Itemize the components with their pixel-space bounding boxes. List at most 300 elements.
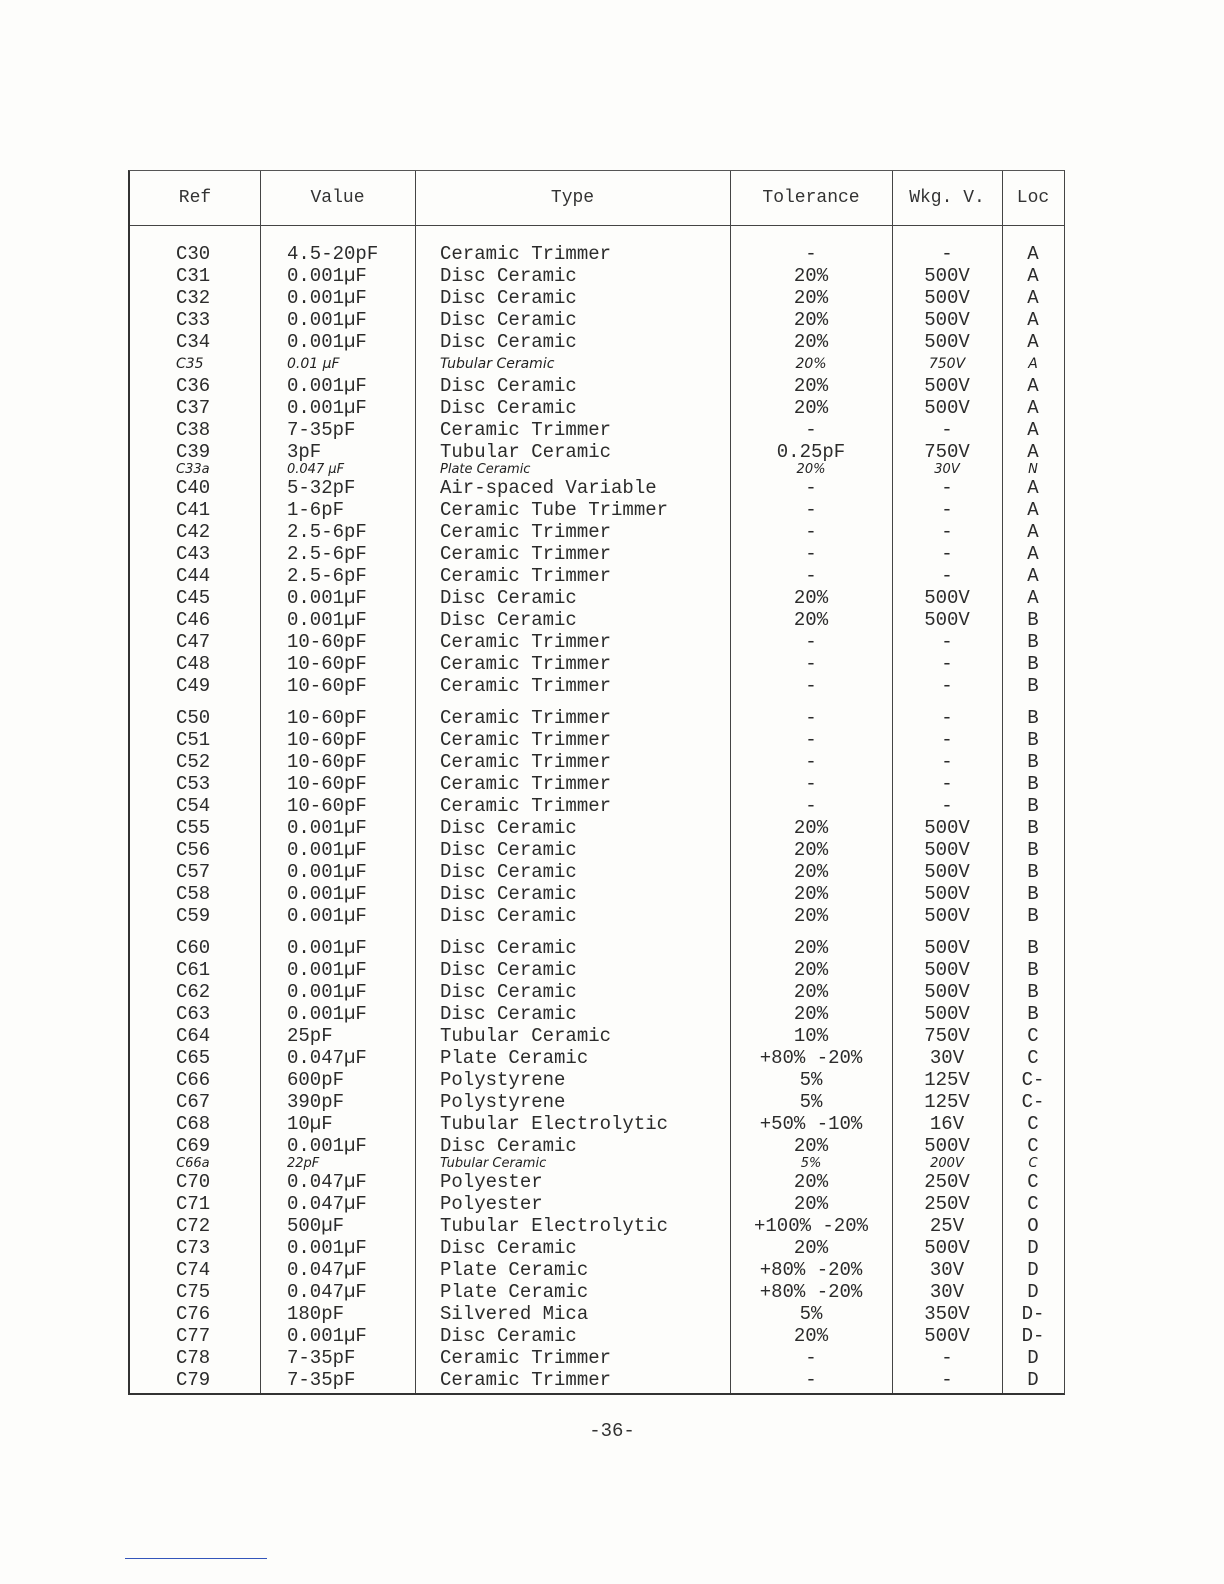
table-row	[130, 419, 1064, 441]
cell-type: Disc Ceramic	[440, 959, 577, 981]
table-row	[130, 1025, 1064, 1047]
cell-value: 0.001µF	[287, 959, 367, 981]
cell-ref: C49	[176, 675, 211, 697]
cell-tol: 20%	[793, 397, 829, 419]
cell-loc: C	[1027, 1135, 1039, 1157]
cell-loc: B	[1027, 631, 1039, 653]
cell-type: Ceramic Trimmer	[440, 543, 612, 565]
cell-ref: C30	[176, 243, 211, 265]
cell-ref: C48	[176, 653, 211, 675]
cell-wkg: 500V	[924, 397, 970, 419]
cell-loc: D	[1027, 1281, 1039, 1303]
table-row	[130, 331, 1064, 353]
table-row	[130, 981, 1064, 1003]
cell-tol: -	[805, 653, 817, 675]
cell-ref: C35	[176, 356, 204, 372]
cell-ref: C34	[176, 331, 211, 353]
header-ref: Ref	[178, 188, 212, 208]
cell-wkg: 500V	[924, 839, 970, 861]
cell-wkg: 250V	[924, 1193, 970, 1215]
cell-wkg: 30V	[934, 462, 960, 477]
table-row	[130, 729, 1064, 751]
cell-type: Disc Ceramic	[440, 1135, 577, 1157]
cell-value: 390pF	[287, 1091, 345, 1113]
cell-tol: 20%	[793, 817, 829, 839]
cell-value: 0.001µF	[287, 1135, 367, 1157]
table-row	[130, 1091, 1064, 1113]
cell-wkg: 500V	[924, 1237, 970, 1259]
cell-value: 2.5-6pF	[287, 565, 367, 587]
cell-wkg: -	[941, 729, 953, 751]
cell-tol: +80% -20%	[759, 1047, 863, 1069]
cell-loc: B	[1027, 861, 1039, 883]
cell-type: Tubular Ceramic	[440, 1025, 612, 1047]
cell-tol: 20%	[793, 375, 829, 397]
footnote-rule	[125, 1558, 267, 1559]
cell-tol: 5%	[799, 1069, 823, 1091]
cell-ref: C67	[176, 1091, 211, 1113]
cell-ref: C73	[176, 1237, 211, 1259]
cell-loc: D	[1027, 1237, 1039, 1259]
cell-value: 10µF	[287, 1113, 333, 1135]
cell-type: Ceramic Trimmer	[440, 653, 612, 675]
cell-wkg: 16V	[929, 1113, 965, 1135]
header-value: Value	[310, 188, 365, 208]
cell-tol: 5%	[800, 1156, 822, 1171]
cell-loc: B	[1027, 905, 1039, 927]
cell-tol: +50% -10%	[759, 1113, 863, 1135]
cell-value: 0.001µF	[287, 981, 367, 1003]
cell-type: Ceramic Trimmer	[440, 795, 612, 817]
cell-tol: 5%	[799, 1091, 823, 1113]
cell-loc: A	[1027, 499, 1039, 521]
cell-wkg: 500V	[924, 309, 970, 331]
cell-value: 2.5-6pF	[287, 543, 367, 565]
cell-loc: B	[1027, 751, 1039, 773]
cell-tol: 20%	[793, 905, 829, 927]
cell-tol: 20%	[793, 1171, 829, 1193]
cell-value: 0.001µF	[287, 309, 367, 331]
cell-wkg: 500V	[924, 905, 970, 927]
cell-ref: C56	[176, 839, 211, 861]
cell-wkg: 125V	[924, 1069, 970, 1091]
cell-loc: A	[1027, 331, 1039, 353]
cell-ref: C37	[176, 397, 211, 419]
cell-ref: C41	[176, 499, 211, 521]
cell-type: Disc Ceramic	[440, 1003, 577, 1025]
cell-ref: C64	[176, 1025, 211, 1047]
cell-loc: B	[1027, 1003, 1039, 1025]
cell-ref: C40	[176, 477, 211, 499]
cell-value: 0.047µF	[287, 1281, 367, 1303]
cell-loc: A	[1027, 521, 1039, 543]
cell-wkg: 500V	[924, 1325, 970, 1347]
cell-wkg: -	[941, 419, 953, 441]
cell-wkg: -	[941, 751, 953, 773]
cell-ref: C36	[176, 375, 211, 397]
table-row	[130, 309, 1064, 331]
cell-loc: A	[1027, 265, 1039, 287]
cell-wkg: -	[941, 675, 953, 697]
cell-tol: 20%	[793, 331, 829, 353]
cell-tol: 20%	[793, 287, 829, 309]
cell-ref: C51	[176, 729, 211, 751]
cell-value: 500µF	[287, 1215, 345, 1237]
cell-value: 0.001µF	[287, 839, 367, 861]
cell-ref: C70	[176, 1171, 211, 1193]
table-row	[130, 1069, 1064, 1091]
cell-value: 0.001µF	[287, 861, 367, 883]
table-row	[130, 839, 1064, 861]
cell-type: Ceramic Trimmer	[440, 707, 612, 729]
table-row	[130, 1237, 1064, 1259]
table-row	[130, 609, 1064, 631]
cell-wkg: 125V	[924, 1091, 970, 1113]
table-row	[130, 773, 1064, 795]
cell-tol: -	[805, 751, 817, 773]
cell-ref: C59	[176, 905, 211, 927]
table-row	[130, 707, 1064, 729]
cell-tol: +100% -20%	[753, 1215, 869, 1237]
cell-wkg: -	[941, 795, 953, 817]
cell-type: Ceramic Trimmer	[440, 751, 612, 773]
cell-wkg: -	[941, 773, 953, 795]
cell-value: 10-60pF	[287, 707, 367, 729]
cell-wkg: -	[941, 543, 953, 565]
table-row	[130, 959, 1064, 981]
cell-loc: D	[1027, 1369, 1039, 1391]
cell-loc: B	[1027, 937, 1039, 959]
table-row	[130, 795, 1064, 817]
cell-type: Polystyrene	[440, 1091, 566, 1113]
table-row	[130, 883, 1064, 905]
cell-ref: C46	[176, 609, 211, 631]
cell-value: 0.001µF	[287, 1237, 367, 1259]
cell-loc: C	[1027, 1025, 1039, 1047]
cell-wkg: 500V	[924, 265, 970, 287]
cell-tol: 20%	[793, 1135, 829, 1157]
table-row	[130, 543, 1064, 565]
cell-tol: -	[805, 675, 817, 697]
cell-wkg: -	[941, 707, 953, 729]
cell-ref: C57	[176, 861, 211, 883]
cell-tol: 20%	[793, 959, 829, 981]
cell-type: Tubular Electrolytic	[440, 1113, 669, 1135]
cell-wkg: 500V	[924, 959, 970, 981]
cell-value: 25pF	[287, 1025, 333, 1047]
cell-loc: A	[1027, 243, 1039, 265]
cell-ref: C61	[176, 959, 211, 981]
cell-value: 0.001µF	[287, 397, 367, 419]
cell-type: Tubular Ceramic	[440, 441, 612, 463]
cell-value: 600pF	[287, 1069, 345, 1091]
cell-tol: -	[805, 631, 817, 653]
cell-loc: A	[1027, 419, 1039, 441]
table-row	[130, 1047, 1064, 1069]
cell-value: 0.001µF	[287, 1325, 367, 1347]
table-row	[130, 1193, 1064, 1215]
cell-tol: -	[805, 565, 817, 587]
cell-wkg: 30V	[929, 1047, 965, 1069]
cell-tol: 20%	[796, 462, 826, 477]
cell-tol: 0.25pF	[776, 441, 846, 463]
header-wkg: Wkg. V.	[909, 188, 985, 208]
cell-wkg: 500V	[924, 861, 970, 883]
page-number: -36-	[589, 1420, 635, 1442]
cell-wkg: -	[941, 631, 953, 653]
cell-loc: C	[1027, 1113, 1039, 1135]
cell-ref: C53	[176, 773, 211, 795]
cell-wkg: 200V	[930, 1156, 964, 1171]
cell-value: 0.001µF	[287, 587, 367, 609]
cell-loc: A	[1027, 375, 1039, 397]
cell-value: 3pF	[287, 441, 322, 463]
cell-loc: D	[1027, 1259, 1039, 1281]
cell-value: 0.001µF	[287, 265, 367, 287]
table-row	[130, 1369, 1064, 1391]
table-row	[130, 1303, 1064, 1325]
cell-tol: -	[805, 773, 817, 795]
table-row	[130, 441, 1064, 463]
cell-type: Ceramic Trimmer	[440, 773, 612, 795]
cell-value: 0.01 µF	[287, 356, 340, 372]
cell-wkg: 500V	[924, 609, 970, 631]
table-row	[130, 243, 1064, 265]
cell-type: Plate Ceramic	[440, 1047, 589, 1069]
cell-type: Disc Ceramic	[440, 839, 577, 861]
cell-type: Ceramic Trimmer	[440, 1347, 612, 1369]
cell-loc: A	[1027, 477, 1039, 499]
cell-loc: B	[1027, 729, 1039, 751]
cell-loc: A	[1027, 543, 1039, 565]
cell-wkg: 500V	[924, 331, 970, 353]
cell-loc: A	[1027, 565, 1039, 587]
cell-type: Ceramic Trimmer	[440, 1369, 612, 1391]
table-row	[130, 287, 1064, 309]
cell-value: 7-35pF	[287, 1347, 356, 1369]
cell-ref: C66a	[176, 1156, 210, 1171]
table-row	[130, 817, 1064, 839]
cell-ref: C44	[176, 565, 211, 587]
cell-ref: C50	[176, 707, 211, 729]
cell-type: Disc Ceramic	[440, 375, 577, 397]
cell-tol: 5%	[799, 1303, 823, 1325]
table-row	[130, 937, 1064, 959]
cell-ref: C76	[176, 1303, 211, 1325]
cell-tol: 20%	[793, 937, 829, 959]
cell-ref: C78	[176, 1347, 211, 1369]
cell-value: 0.047µF	[287, 1171, 367, 1193]
cell-loc: A	[1027, 397, 1039, 419]
cell-ref: C65	[176, 1047, 211, 1069]
cell-tol: 20%	[795, 356, 827, 372]
cell-loc: B	[1027, 609, 1039, 631]
cell-loc: N	[1028, 462, 1038, 477]
cell-loc: C	[1027, 1193, 1039, 1215]
cell-type: Air-spaced Variable	[440, 477, 657, 499]
cell-wkg: 30V	[929, 1259, 965, 1281]
cell-type: Disc Ceramic	[440, 937, 577, 959]
cell-tol: -	[805, 521, 817, 543]
cell-type: Disc Ceramic	[440, 817, 577, 839]
cell-type: Plate Ceramic	[440, 1259, 589, 1281]
cell-ref: C31	[176, 265, 211, 287]
cell-loc: C-	[1021, 1069, 1045, 1091]
cell-wkg: 500V	[924, 817, 970, 839]
cell-wkg: 750V	[924, 1025, 970, 1047]
cell-wkg: 500V	[924, 981, 970, 1003]
cell-tol: +80% -20%	[759, 1259, 863, 1281]
cell-wkg: -	[941, 1347, 953, 1369]
table-row	[130, 375, 1064, 397]
cell-value: 0.001µF	[287, 817, 367, 839]
cell-tol: -	[805, 243, 817, 265]
cell-tol: -	[805, 795, 817, 817]
cell-ref: C69	[176, 1135, 211, 1157]
table-row	[130, 587, 1064, 609]
cell-ref: C52	[176, 751, 211, 773]
cell-tol: 20%	[793, 1237, 829, 1259]
cell-value: 7-35pF	[287, 1369, 356, 1391]
cell-tol: 20%	[793, 1325, 829, 1347]
table-row	[130, 353, 1064, 375]
cell-tol: -	[805, 419, 817, 441]
cell-tol: -	[805, 729, 817, 751]
cell-wkg: -	[941, 499, 953, 521]
cell-wkg: 750V	[928, 356, 966, 372]
cell-wkg: 500V	[924, 883, 970, 905]
cell-ref: C42	[176, 521, 211, 543]
cell-type: Disc Ceramic	[440, 861, 577, 883]
cell-value: 7-35pF	[287, 419, 356, 441]
cell-ref: C54	[176, 795, 211, 817]
cell-type: Ceramic Trimmer	[440, 729, 612, 751]
table-row	[130, 1347, 1064, 1369]
cell-loc: B	[1027, 773, 1039, 795]
cell-ref: C75	[176, 1281, 211, 1303]
table-row	[130, 397, 1064, 419]
cell-value: 0.001µF	[287, 287, 367, 309]
cell-value: 180pF	[287, 1303, 345, 1325]
cell-loc: B	[1027, 653, 1039, 675]
cell-type: Ceramic Trimmer	[440, 675, 612, 697]
cell-value: 0.001µF	[287, 905, 367, 927]
cell-tol: 20%	[793, 587, 829, 609]
cell-ref: C66	[176, 1069, 211, 1091]
cell-loc: C	[1027, 1047, 1039, 1069]
cell-ref: C45	[176, 587, 211, 609]
cell-wkg: -	[941, 653, 953, 675]
cell-value: 10-60pF	[287, 631, 367, 653]
cell-loc: B	[1027, 981, 1039, 1003]
cell-type: Ceramic Tube Trimmer	[440, 499, 669, 521]
cell-type: Plate Ceramic	[440, 1281, 589, 1303]
cell-wkg: 350V	[924, 1303, 970, 1325]
cell-tol: 10%	[793, 1025, 829, 1047]
cell-loc: D-	[1021, 1325, 1045, 1347]
cell-ref: C68	[176, 1113, 211, 1135]
cell-wkg: -	[941, 243, 953, 265]
table-row	[130, 1325, 1064, 1347]
table-row	[130, 1259, 1064, 1281]
table-row	[130, 1003, 1064, 1025]
cell-loc: A	[1027, 287, 1039, 309]
cell-type: Disc Ceramic	[440, 587, 577, 609]
cell-type: Tubular Ceramic	[440, 1156, 547, 1171]
component-table	[128, 170, 1065, 1395]
table-row	[130, 265, 1064, 287]
cell-wkg: 500V	[924, 287, 970, 309]
cell-loc: C	[1028, 1156, 1038, 1171]
cell-type: Silvered Mica	[440, 1303, 589, 1325]
cell-loc: C-	[1021, 1091, 1045, 1113]
cell-tol: -	[805, 477, 817, 499]
cell-ref: C47	[176, 631, 211, 653]
cell-value: 0.047µF	[287, 1259, 367, 1281]
table-row	[130, 521, 1064, 543]
cell-type: Disc Ceramic	[440, 397, 577, 419]
table-row	[130, 905, 1064, 927]
cell-tol: +80% -20%	[759, 1281, 863, 1303]
cell-tol: 20%	[793, 981, 829, 1003]
cell-loc: B	[1027, 959, 1039, 981]
table-row	[130, 463, 1064, 477]
cell-wkg: -	[941, 1369, 953, 1391]
cell-wkg: 500V	[924, 1003, 970, 1025]
cell-value: 0.047 µF	[287, 462, 345, 477]
cell-tol: 20%	[793, 1003, 829, 1025]
cell-ref: C38	[176, 419, 211, 441]
table-row	[130, 861, 1064, 883]
cell-value: 10-60pF	[287, 751, 367, 773]
cell-tol: 20%	[793, 883, 829, 905]
cell-ref: C62	[176, 981, 211, 1003]
cell-value: 10-60pF	[287, 729, 367, 751]
cell-type: Disc Ceramic	[440, 1325, 577, 1347]
cell-value: 0.001µF	[287, 609, 367, 631]
cell-value: 0.001µF	[287, 375, 367, 397]
cell-tol: 20%	[793, 309, 829, 331]
cell-type: Polyester	[440, 1193, 543, 1215]
cell-ref: C55	[176, 817, 211, 839]
cell-ref: C39	[176, 441, 211, 463]
cell-value: 10-60pF	[287, 795, 367, 817]
table-row	[130, 1171, 1064, 1193]
cell-value: 0.047µF	[287, 1047, 367, 1069]
table-row	[130, 1281, 1064, 1303]
header-divider	[130, 225, 1064, 226]
cell-type: Polyester	[440, 1171, 543, 1193]
cell-ref: C77	[176, 1325, 211, 1347]
cell-loc: D	[1027, 1347, 1039, 1369]
cell-loc: A	[1028, 356, 1038, 372]
cell-loc: A	[1027, 441, 1039, 463]
table-row	[130, 653, 1064, 675]
cell-ref: C32	[176, 287, 211, 309]
cell-type: Disc Ceramic	[440, 883, 577, 905]
cell-type: Ceramic Trimmer	[440, 243, 612, 265]
cell-value: 0.047µF	[287, 1193, 367, 1215]
cell-ref: C71	[176, 1193, 211, 1215]
cell-tol: -	[805, 707, 817, 729]
cell-value: 5-32pF	[287, 477, 356, 499]
table-row	[130, 477, 1064, 499]
cell-type: Disc Ceramic	[440, 265, 577, 287]
table-row	[130, 675, 1064, 697]
header-loc: Loc	[1016, 188, 1050, 208]
cell-ref: C60	[176, 937, 211, 959]
table-row	[130, 751, 1064, 773]
